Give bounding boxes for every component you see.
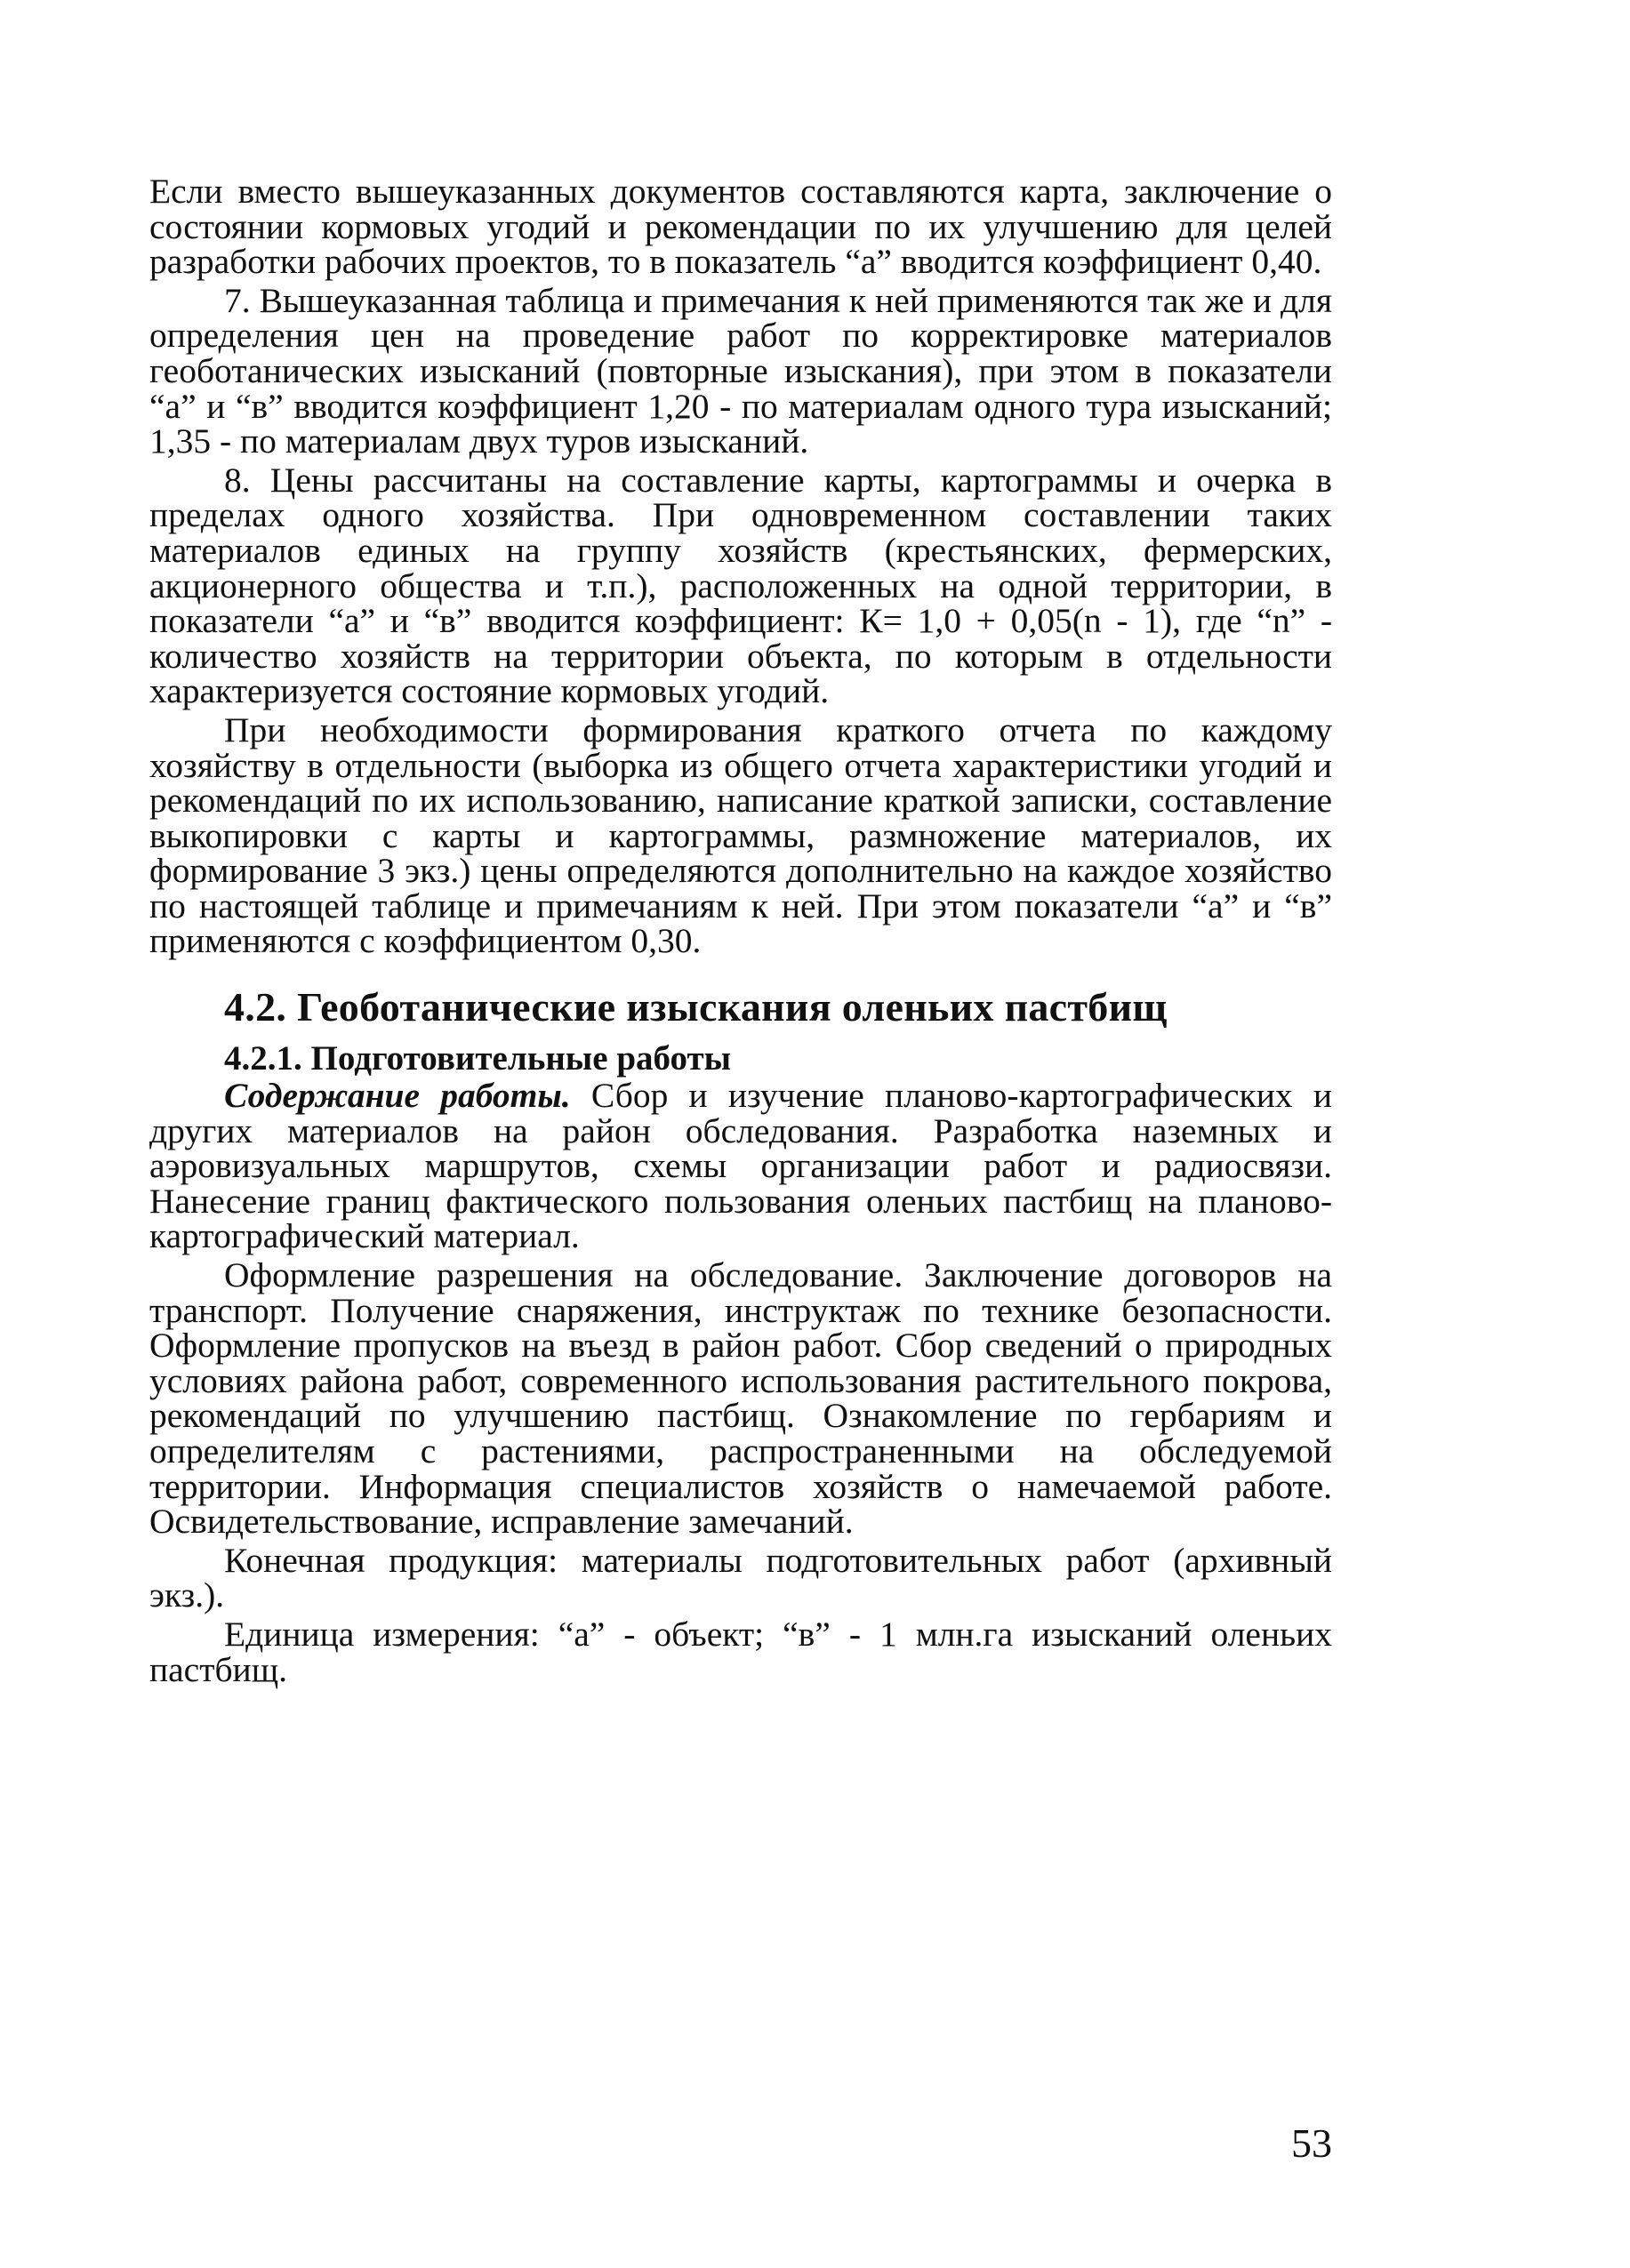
- work-content-text: Сбор и изучение планово-картографических и других материалов на район обследования. Разработка наземных и аэровизуальных маршрутов, схемы организации работ и радиосвязи. Нанесение границ фактического пользования оленьих пастбищ на планово-картографический материал.: [149, 1076, 1332, 1256]
- section-title: 4.2. Геоботанические изыскания оленьих пастбищ: [224, 984, 1168, 1030]
- paragraph-work-content: [149, 1078, 1332, 1254]
- paragraph-coefficient-040: Если вместо вышеуказанных документов составляются карта, заключение о состоянии кормовых угодий и рекомендации по их улучшению для целей разработки рабочих проектов, то в показатель “а” вводится коэффициент 0,40.: [149, 172, 1332, 282]
- paragraph-short-report: При необходимости формирования краткого отчета по каждому хозяйству в отдельности (выборка из общего отчета характеристики угодий и рекомендаций по их использованию, написание краткой записки, составление выкопировки с карты и картограммы, размножение материалов, их формирование 3 экз.) цены определяются дополнительно на каждое хозяйство по настоящей таблице и примечаниям к ней. При этом показатели “а” и “в” применяются с коэффициентом 0,30.: [149, 709, 1332, 961]
- paragraph-final-product: Конечная продукция: материалы подготовительных работ (архивный экз.).: [149, 1540, 1332, 1615]
- paragraph-note-8: 8. Цены рассчитаны на составление карты, картограммы и очерка в пределах одного хозяйства. При одновременном составлении таких материалов единых на группу хозяйств (крестьянских, фермерских, акционерного общества и т.п.), расположенных на одной территории, в показатели “а” и “в” вводится коэффициент: К= 1,0 + 0,05(n - 1), где “n” - количество хозяйств на территории объекта, по которым в отдельности характеризуется состояние кормовых угодий.: [149, 460, 1332, 711]
- subsection-title: 4.2.1. Подготовительные работы: [224, 1039, 732, 1078]
- paragraph-note-7: 7. Вышеуказанная таблица и примечания к ней применяются так же и для определения цен на проведение работ по корректировке материалов геоботанических изысканий (повторные изыскания), при этом в показатели “а” и “в” вводится коэффициент 1,20 - по материалам одного тура изысканий; 1,35 - по материалам двух туров изысканий.: [149, 280, 1332, 461]
- text-column: [149, 174, 1332, 1687]
- page-number: 53: [1291, 2120, 1332, 2166]
- paragraph-unit-of-measure: Единица измерения: “а” - объект; “в” - 1 млн.га изысканий оленьих пастбищ.: [149, 1614, 1332, 1689]
- work-content-label: Содержание работы.: [224, 1076, 571, 1116]
- paragraph-permits: Оформление разрешения на обследование. Заключение договоров на транспорт. Получение снаряжения, инструктаж по технике безопасности. Оформление пропусков на въезд в район работ. Сбор сведений о природных условиях района работ, современного использования растительного покрова, рекомендаций по улучшению пастбищ. Ознакомление по гербариям и определителям с растениями, распространенными на обследуемой территории. Информация специалистов хозяйств о намечаемой работе. Освидетельствование, исправление замечаний.: [149, 1255, 1332, 1542]
